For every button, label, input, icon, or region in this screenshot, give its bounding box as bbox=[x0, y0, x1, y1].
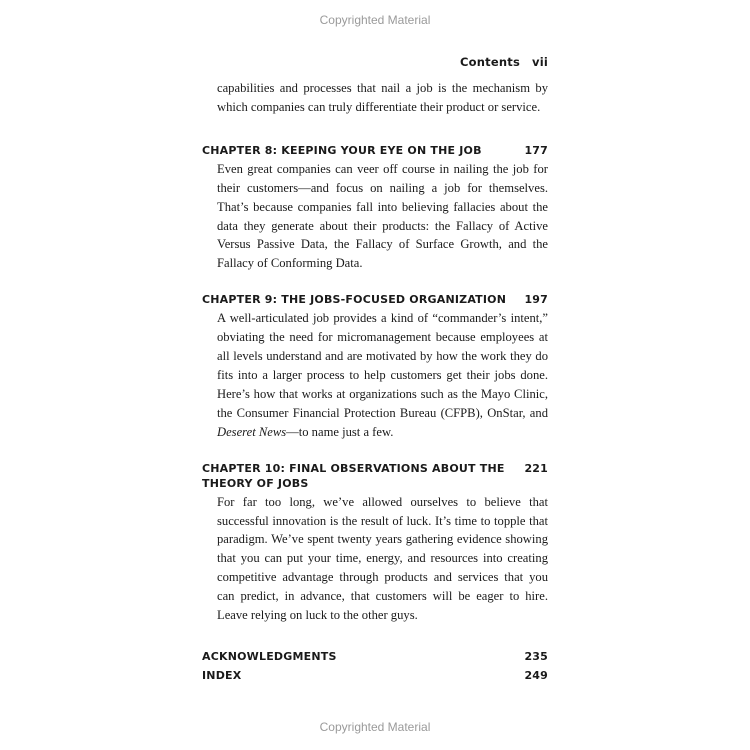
chapter-page-number: 177 bbox=[524, 143, 548, 157]
chapter-summary bbox=[217, 309, 548, 441]
back-matter-page-number: 235 bbox=[524, 649, 548, 663]
copyright-watermark-bottom: Copyrighted Material bbox=[319, 720, 431, 734]
intro-summary-continuation: capabilities and processes that nail a job is the mechanism by which companies can truly differentiate their product or service. bbox=[217, 81, 548, 114]
running-head-title: Contents bbox=[460, 55, 521, 69]
chapter-title: CHAPTER 8: KEEPING YOUR EYE ON THE JOB bbox=[202, 143, 482, 157]
chapter-summary-end: —to name just a few. bbox=[286, 424, 394, 439]
chapter-summary-text: A well-articulated job provides a kind of “commander’s intent,” obviating the need for micromanagement because employees at all levels understand and are motivated by how the work they do fits into a larger process to help customers get their jobs done. Here’s how that works at organizations such as the Mayo Clinic, the Consumer Financial Protection Bureau (CFPB), OnStar, and bbox=[217, 311, 548, 420]
toc-entry-index bbox=[202, 668, 548, 683]
chapter-heading bbox=[202, 292, 548, 307]
back-matter-page-number: 249 bbox=[524, 668, 548, 682]
chapter-summary: Even great companies can veer off course in nailing the job for their customers—and focus on nailing a job for themselves. That’s because companies fall into believing fallacies about the data they generate about their products: the Fallacy of Active Versus Passive Data, the Fallacy of Surface Growth, and the Fallacy of Conforming Data. bbox=[217, 161, 548, 271]
chapter-title: CHAPTER 9: THE JOBS-FOCUSED ORGANIZATION bbox=[202, 293, 507, 307]
back-matter-title: ACKNOWLEDGMENTS bbox=[202, 649, 337, 663]
running-head bbox=[460, 55, 548, 69]
page-folio: vii bbox=[532, 55, 548, 69]
toc-entry-chapter-8 bbox=[202, 143, 548, 273]
toc-entry-chapter-10 bbox=[202, 461, 548, 625]
chapter-heading bbox=[202, 461, 548, 491]
chapter-page-number: 221 bbox=[524, 461, 548, 475]
chapter-heading bbox=[202, 143, 548, 158]
chapter-summary-italic-title: Deseret News bbox=[217, 424, 287, 439]
toc-entry-chapter-9 bbox=[202, 292, 548, 441]
copyright-watermark-top: Copyrighted Material bbox=[319, 13, 431, 27]
table-of-contents bbox=[202, 79, 548, 687]
back-matter-title: INDEX bbox=[202, 668, 242, 682]
chapter-title: CHAPTER 10: FINAL OBSERVATIONS ABOUT THE THEORY OF JOBS bbox=[202, 461, 505, 490]
toc-entry-acknowledgments bbox=[202, 649, 548, 664]
back-matter-list bbox=[202, 649, 548, 683]
chapter-summary: For far too long, we’ve allowed ourselves to believe that successful innovation is the result of luck. It’s time to topple that paradigm. We’ve spent twenty years gathering evidence showing that you can put your time, energy, and resources into creating competitive advantage through products and services that you can predict, in advance, that customers will be eager to hire. Leave relying on luck to the other guys. bbox=[217, 494, 548, 623]
chapter-page-number: 197 bbox=[524, 293, 548, 307]
